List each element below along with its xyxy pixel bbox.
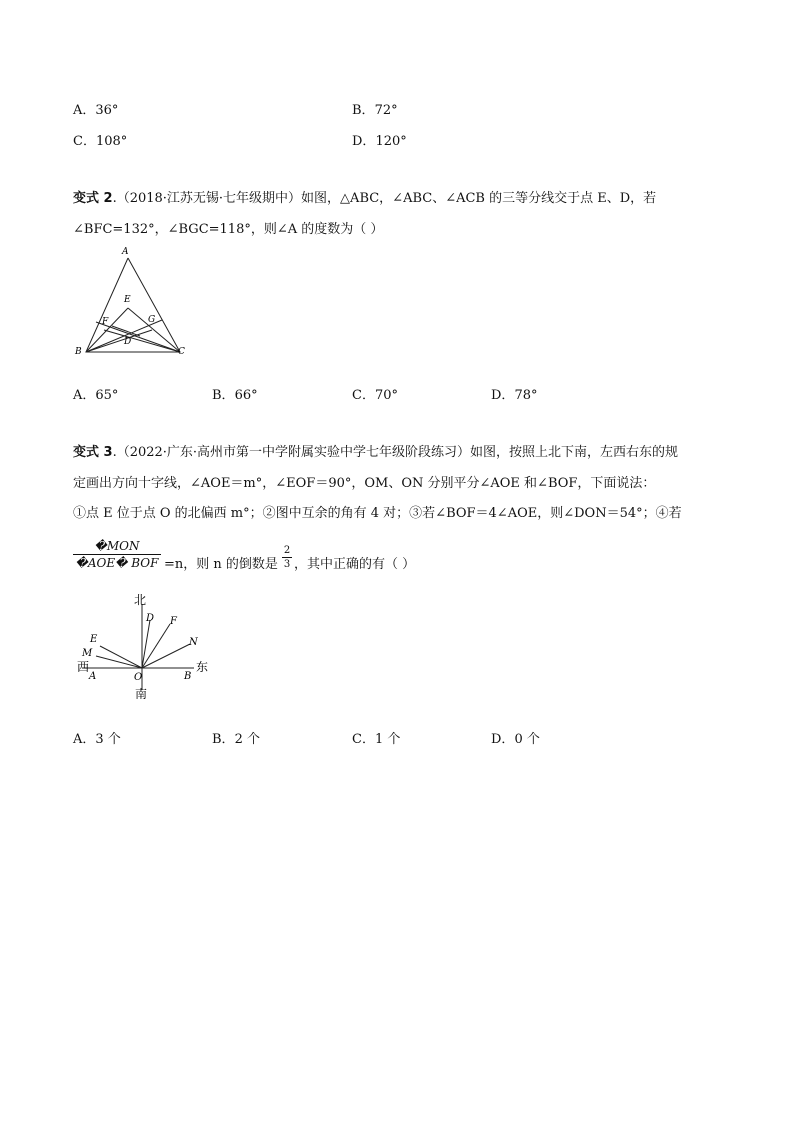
q3-line2: 定画出方向十字线，∠AOE＝m°，∠EOF＝90°，OM、ON 分别平分∠AOE 和∠BOF，下面说法： (73, 476, 656, 491)
label-b: B (75, 347, 82, 357)
option-letter: D． (352, 134, 376, 149)
label-north: 北 (134, 593, 147, 607)
q3-small-fraction (282, 545, 292, 570)
option-letter: D． (491, 732, 515, 747)
q2-option-b (212, 384, 258, 403)
small-fraction-bar (282, 557, 292, 558)
label-g: G (148, 315, 156, 325)
q2-label: 变式 2 (73, 191, 113, 206)
option-text: 65° (95, 388, 119, 403)
option-text: 72° (374, 103, 398, 118)
small-fraction-denominator: 3 (283, 559, 291, 570)
option-d-prev (352, 130, 407, 149)
label-south: 南 (135, 687, 148, 701)
option-letter: C． (352, 388, 375, 403)
option-text: 108° (95, 134, 128, 149)
q2-option-c (352, 384, 398, 403)
fraction-numerator: �MON (94, 539, 140, 553)
label-a: A (122, 247, 129, 257)
option-text: 78° (514, 388, 538, 403)
q3-line3: ①点 E 位于点 O 的北偏西 m°；②图中互余的角有 4 对；③若∠BOF＝4∠AOE，则∠DON＝54°；④若 (73, 506, 682, 521)
option-text: 0 个 (514, 732, 540, 747)
option-b-prev (352, 99, 398, 118)
label-f: F (170, 616, 177, 627)
q2-option-a (73, 384, 118, 403)
q2-line2: ∠BFC=132°，∠BGC=118°，则∠A 的度数为（ ） (73, 222, 384, 237)
option-letter: B． (212, 388, 235, 403)
q3-label: 变式 3 (73, 445, 113, 460)
q3-after-fraction: =n，则 n 的倒数是 (164, 557, 278, 572)
label-f: F (102, 317, 109, 327)
label-east: 东 (196, 660, 209, 674)
q3-option-b (212, 728, 260, 747)
option-letter: B． (212, 732, 235, 747)
triangle-figure (72, 244, 192, 359)
label-d: D (146, 613, 155, 624)
option-text: 2 个 (234, 732, 260, 747)
q3-tail: ，其中正确的有（ ） (294, 557, 416, 572)
small-fraction-numerator: 2 (283, 545, 291, 556)
option-letter: C． (73, 134, 96, 149)
fraction-bar (73, 554, 161, 555)
label-e: E (90, 634, 98, 645)
label-b: B (184, 671, 192, 682)
label-c: C (178, 347, 185, 357)
q3-line1-text: .（2022·广东·高州市第一中学附属实验中学七年级阶段练习）如图，按照上北下南，左西右东的规 (112, 445, 679, 460)
q3-fraction (73, 539, 161, 570)
option-text: 1 个 (374, 732, 401, 747)
option-letter: D． (491, 388, 515, 403)
label-a: A (89, 671, 97, 682)
option-a-prev (73, 99, 118, 118)
label-e: E (124, 295, 131, 305)
option-letter: A． (73, 388, 96, 403)
label-d: D (124, 337, 132, 347)
option-text: 3 个 (95, 732, 121, 747)
option-letter: C． (352, 732, 375, 747)
label-n: N (189, 637, 198, 648)
fraction-denominator: �AOE� BOF (75, 556, 159, 570)
option-letter: A． (73, 732, 96, 747)
q3-option-d (491, 728, 540, 747)
option-letter: B． (352, 103, 375, 118)
q2-option-d (491, 384, 537, 403)
option-c-prev (73, 130, 127, 149)
label-m: M (82, 648, 93, 659)
option-text: 70° (374, 388, 398, 403)
q2-line1 (73, 187, 656, 206)
q3-option-c (352, 728, 400, 747)
option-text: 36° (95, 103, 119, 118)
option-text: 120° (375, 134, 407, 149)
option-letter: A． (73, 103, 96, 118)
label-o: O (134, 672, 143, 683)
label-west: 西 (77, 660, 90, 674)
compass-figure (72, 590, 222, 705)
q3-option-a (73, 728, 121, 747)
q2-line1-text: .（2018·江苏无锡·七年级期中）如图，△ABC，∠ABC、∠ACB 的三等分线交于点 E、D，若 (112, 191, 657, 206)
q3-line1 (73, 441, 678, 460)
option-text: 66° (234, 388, 258, 403)
